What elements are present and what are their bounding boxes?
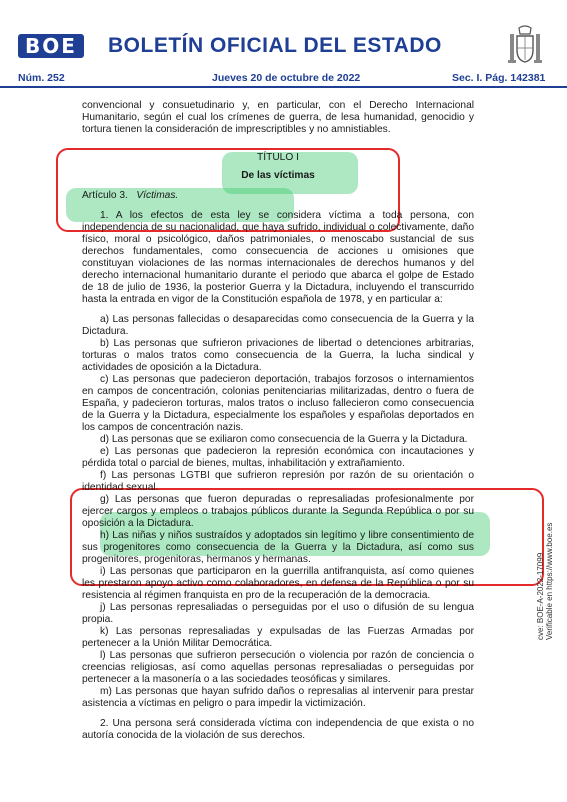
list-item-a: a) Las personas fallecidas o desaparecidas como consecuencia de la Guerra y la Dictadura.: [82, 314, 474, 337]
verification-sidebar: [536, 523, 554, 640]
list-item-b: b) Las personas que sufrieron privaciones de libertad o detenciones arbitrarias, torturas o malos tratos como consecuencia de la Guerra, la lucha sindical y actividades de oposición a la Dictadura.: [82, 338, 474, 373]
page-header: [0, 0, 567, 90]
verification-url: Verificable en https://www.boe.es: [545, 522, 554, 640]
header-rule: [0, 86, 567, 88]
article-title: Víctimas.: [136, 190, 179, 201]
list-item-i: i) Las personas que participaron en la guerrilla antifranquista, así como quienes les prestaron apoyo activo como colaboradores, en defensa de la República o por su resistencia al régimen franquista en pro de la recuperación de la democracia.: [82, 566, 474, 601]
paragraph-2: 2. Una persona será considerada víctima con independencia de que exista o no autoría conocida de la violación de sus derechos.: [82, 718, 474, 741]
list-item-j: j) Las personas represaliadas o perseguidas por el uso o difusión de su lengua propia.: [82, 602, 474, 625]
article-heading: [82, 190, 474, 202]
list-item-c: c) Las personas que padecieron deportación, trabajos forzosos o internamientos en campos de concentración, colonias penitenciarias militarizadas, dentro o fuera de España, y padecieron torturas, malos tratos o incluso fallecieron como consecuencia de la Guerra y la Dictadura, especialmente los españoles y españolas deportados en los campos de concentración nazis.: [82, 374, 474, 433]
list-item-l: l) Las personas que sufrieron persecución o violencia por razón de conciencia o creencias religiosas, así como aquellas personas represaliadas o perseguidas por pertenecer a la masonería o a las sociedades teosóficas y similares.: [82, 650, 474, 685]
list-item-k: k) Las personas represaliadas y expulsadas de las Fuerzas Armadas por pertenecer a la Unión Militar Democrática.: [82, 626, 474, 649]
article-number: Artículo 3.: [82, 190, 128, 201]
coat-of-arms-icon: [508, 24, 542, 68]
paragraph-1: 1. A los efectos de esta ley se considera víctima a toda persona, con independencia de su nacionalidad, que haya sufrido, individual o colectivamente, daño físico, moral o psicológico, daños patrimoniales, o menoscabo sustancial de sus derechos fundamentales, como consecuencia de acciones u omisiones que constituyan violaciones de las normas internacionales de derechos humanos y del derecho internacional humanitario durante el periodo que abarca el golpe de Estado de 18 de julio de 1936, la posterior Guerra y la Dictadura, incluyendo el transcurrido hasta la entrada en vigor de la Constitución española de 1978, y en particular a:: [82, 210, 474, 305]
list-item-d: d) Las personas que se exiliaron como consecuencia de la Guerra y la Dictadura.: [100, 434, 468, 445]
title-heading: TÍTULO I: [257, 152, 299, 163]
issue-date: Jueves 20 de octubre de 2022: [212, 72, 361, 84]
boe-logo: BOE: [18, 34, 84, 58]
section-page: Sec. I. Pág. 142381: [452, 72, 546, 84]
list-item-f: f) Las personas LGTBI que sufrieron represión por razón de su orientación o identidad sexual.: [82, 470, 474, 493]
list-item-e: e) Las personas que padecieron la represión económica con incautaciones y pérdida total o parcial de bienes, multas, inhabilitación y extrañamiento.: [82, 446, 474, 469]
list-item-g: g) Las personas que fueron depuradas o represaliadas profesionalmente por ejercer cargos y empleos o trabajos públicos durante la Segunda República o por su oposición a la Dictadura.: [82, 494, 474, 529]
cve-code: cve: BOE-A-2022-17099: [536, 552, 545, 640]
title-subheading: De las víctimas: [241, 170, 315, 181]
publication-title: BOLETÍN OFICIAL DEL ESTADO: [108, 34, 442, 57]
issue-number: Núm. 252: [18, 72, 65, 84]
list-item-m: m) Las personas que hayan sufrido daños o represalias al intervenir para prestar asistencia a víctimas en peligro o para impedir la victimización.: [82, 686, 474, 709]
list-item-h: h) Las niñas y niños sustraídos y adoptados sin legítimo y libre consentimiento de sus progenitores como consecuencia de la Guerra y la Dictadura, así como sus progenitores, progenitoras, hermanos y hermanas.: [82, 530, 474, 565]
intro-paragraph: convencional y consuetudinario y, en particular, con el Derecho Internacional Humanitario, según el cual los crímenes de guerra, de lesa humanidad, genocidio y tortura tienen la consideración de imprescriptibles y no amnistiables.: [82, 100, 474, 135]
document-body: [82, 100, 474, 742]
